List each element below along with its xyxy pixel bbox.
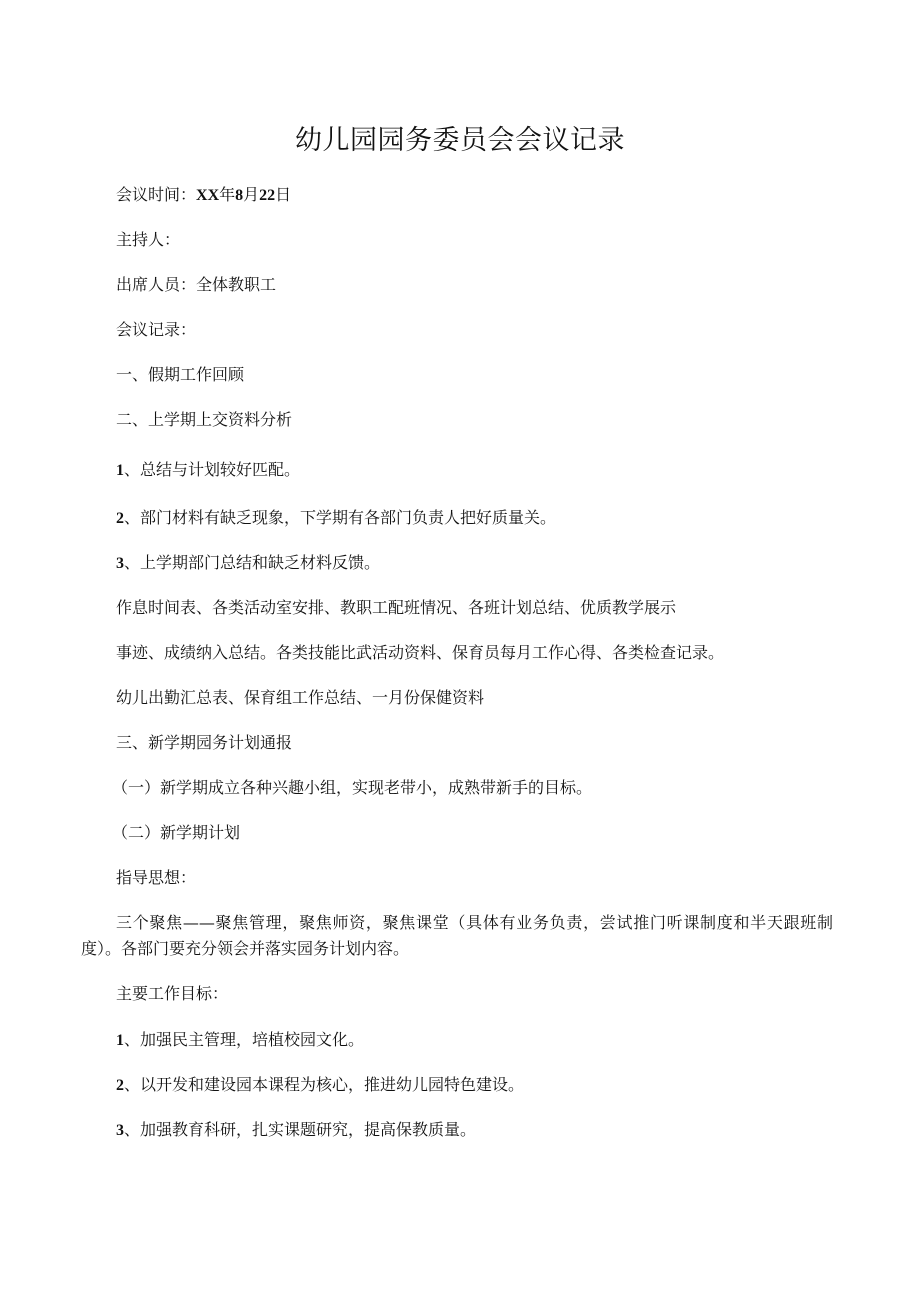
guide-paragraph: 三个聚焦——聚焦管理，聚焦师资，聚焦课堂（具体有业务负责，尝试推门听课制度和半天跟班制度）。各部门要充分领会并落实园务计划内容。 bbox=[81, 913, 833, 958]
item-number: 3 bbox=[116, 1122, 124, 1139]
list-item bbox=[116, 1119, 476, 1142]
item-text: 、部门材料有缺乏现象，下学期有各部门负责人把好质量关。 bbox=[124, 508, 557, 527]
list-item bbox=[116, 507, 556, 530]
day-unit: 日 bbox=[275, 185, 292, 204]
materials-line: 事迹、成绩纳入总结。各类技能比武活动资料、保育员每月工作心得、各类检查记录。 bbox=[116, 643, 725, 662]
record-label: 会议记录： bbox=[116, 320, 197, 339]
item-text: 、加强教育科研，扎实课题研究，提高保教质量。 bbox=[124, 1120, 477, 1139]
year-unit: 年 bbox=[219, 185, 236, 204]
subsection-heading: （一）新学期成立各种兴趣小组，实现老带小，成熟带新手的目标。 bbox=[112, 778, 593, 797]
attendees-line: 出席人员：全体教职工 bbox=[116, 275, 277, 294]
item-number: 2 bbox=[116, 1077, 124, 1094]
section-heading: 三、新学期园务计划通报 bbox=[116, 733, 293, 752]
item-number: 1 bbox=[116, 1032, 124, 1049]
document-title: 幼儿园园务委员会会议记录 bbox=[295, 125, 625, 156]
section-heading: 二、上学期上交资料分析 bbox=[116, 410, 293, 429]
subsection-heading: （二）新学期计划 bbox=[112, 823, 241, 842]
list-item bbox=[116, 459, 300, 482]
item-text: 、上学期部门总结和缺乏材料反馈。 bbox=[124, 553, 381, 572]
item-text: 、加强民主管理，培植校园文化。 bbox=[124, 1030, 365, 1049]
meeting-time-label: 会议时间： bbox=[116, 185, 197, 204]
month-unit: 月 bbox=[243, 185, 260, 204]
item-number: 3 bbox=[116, 555, 124, 572]
host-line: 主持人： bbox=[116, 230, 181, 249]
item-number: 2 bbox=[116, 510, 124, 527]
materials-line: 作息时间表、各类活动室安排、教职工配班情况、各班计划总结、优质教学展示 bbox=[116, 598, 677, 617]
list-item bbox=[116, 552, 380, 575]
guide-label: 指导思想： bbox=[116, 868, 197, 887]
item-number: 1 bbox=[116, 462, 124, 479]
meeting-time bbox=[116, 184, 291, 207]
list-item bbox=[116, 1029, 364, 1052]
section-heading: 一、假期工作回顾 bbox=[116, 365, 245, 384]
meeting-day: 22 bbox=[259, 187, 276, 204]
list-item bbox=[116, 1074, 524, 1097]
materials-line: 幼儿出勤汇总表、保育组工作总结、一月份保健资料 bbox=[116, 688, 485, 707]
item-text: 、总结与计划较好匹配。 bbox=[124, 460, 301, 479]
meeting-year: XX bbox=[196, 187, 220, 204]
item-text: 、以开发和建设园本课程为核心，推进幼儿园特色建设。 bbox=[124, 1075, 525, 1094]
goals-label: 主要工作目标： bbox=[116, 984, 229, 1003]
meeting-month: 8 bbox=[235, 187, 244, 204]
